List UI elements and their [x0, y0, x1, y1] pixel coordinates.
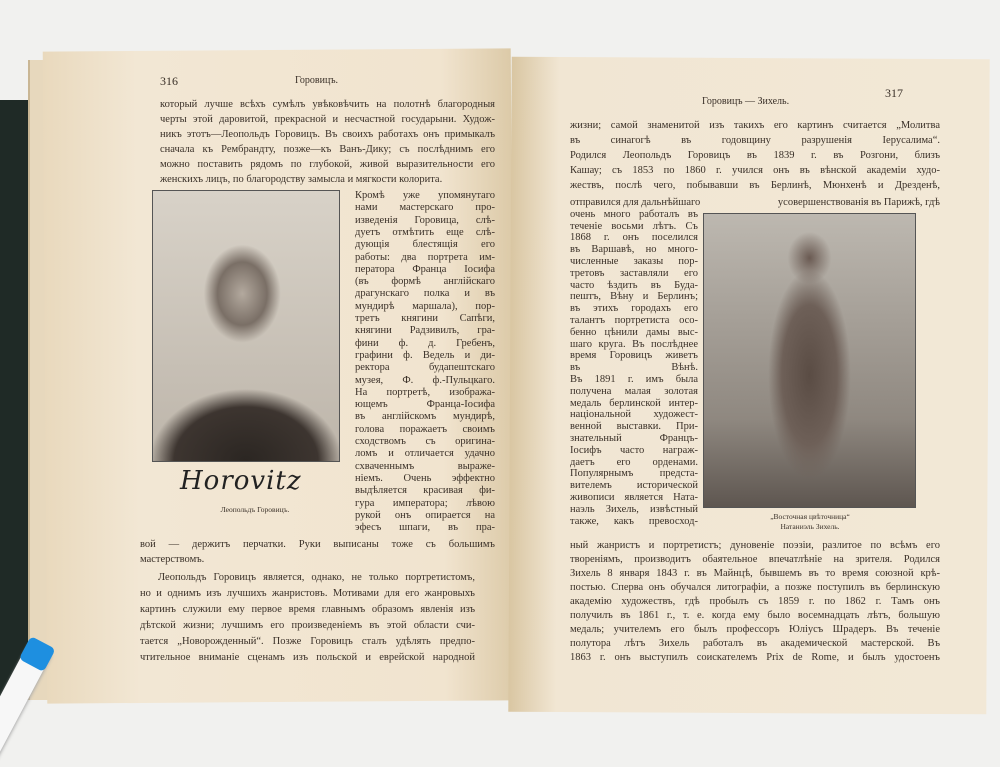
text-line: третовъ заставляли его [570, 267, 698, 279]
text-line: національной художест- [570, 409, 698, 421]
text-line: венной выставки. При- [570, 421, 698, 433]
text-line: эфесъ шпаги, въ пра- [355, 522, 495, 534]
text-line: наэль Зихель, извѣстный [570, 503, 698, 515]
text-line: женскихъ лицъ, по благородству замысла и мягкости колорита. [160, 174, 443, 185]
text-line: въ Вѣнѣ. [570, 362, 698, 374]
text-line: На портретѣ, изобража- [355, 386, 495, 398]
page-number-right: 317 [885, 86, 903, 100]
text-line: голова поражаетъ своимъ [355, 423, 495, 435]
text-line: Іосифъ часто награж- [570, 444, 698, 456]
text-line: Леопольдъ Горовицъ является, однако, не только портретистомъ, [158, 572, 475, 583]
text-line: теченіе восьми лѣтъ. Съ [570, 220, 698, 232]
text-line: получена малая золотая [570, 385, 698, 397]
text-line: Въ 1891 г. имъ была [570, 374, 698, 385]
text-line: талантъ портретиста осо- [570, 315, 698, 326]
text-line: ломъ и отличается удачно [355, 448, 495, 460]
text-line: пештъ, Вѣну и Берлинъ; [570, 291, 698, 303]
text-line: сначала къ Рембрандту, позже—къ Ванъ-Дику; съ послѣднимъ его [160, 144, 495, 155]
text-line: Кромѣ уже упомянутаго [355, 190, 495, 201]
painting-author: Натаниэль Зихель. [780, 522, 840, 531]
text-line: отправился для дальнѣйшаго [570, 197, 701, 208]
text-line: постью. Сперва онъ обучался литографіи, а позже поступилъ въ берлинскую [570, 582, 940, 593]
text-line: полутора лѣтъ Зихель работалъ въ академической мастерской. Въ [570, 638, 940, 649]
painting-caption: „Восточная цвѣточница“ [770, 512, 850, 521]
text-line: мастерствомъ. [140, 554, 205, 565]
text-line: Зихель 8 января 1843 г. въ Майнцѣ, бывшемъ въ то время союзной крѣ- [570, 568, 940, 579]
text-line: мундирѣ маршала), пор- [355, 300, 495, 312]
text-line: вой — держитъ перчатки. Руки выписаны тоже съ большимъ [140, 539, 495, 550]
text-line: въ этихъ городахъ его [570, 303, 698, 315]
text-line: твореніямъ, производитъ обаятельное впечатлѣніе на зрителя. Родился [570, 554, 940, 565]
text-line: ректора будапештскаго [355, 362, 495, 374]
text-line: время Горовицъ живетъ [570, 350, 698, 362]
text-line: черты этой даровитой, прекрасной и несчастной государыни. Худож- [160, 114, 495, 125]
text-line: но и однимъ изъ лучшихъ жанристовъ. Мотивами для его жанровыхъ [140, 588, 475, 599]
text-line: усовершенствованія въ Парижѣ, гдѣ [777, 197, 940, 208]
text-line: рукой онъ опирается на [355, 509, 495, 521]
text-line: медаль; учителемъ его былъ профессоръ Юліусъ Шрадеръ. Въ теченіе [570, 624, 940, 635]
text-line: дующія блестящія его [355, 239, 495, 251]
running-header-left: Горовицъ. [295, 75, 338, 86]
portrait-caption: Леопольдъ Горовицъ. [220, 505, 290, 514]
text-line: живописи является Ната- [570, 492, 698, 503]
text-line: ніемъ. Очень эффектно [355, 472, 495, 484]
text-line: бенно цѣнили дамы выс- [570, 326, 698, 338]
text-line: фини ф. д. Гребенъ, [355, 337, 495, 349]
text-line: въ синагогѣ въ годовщину разрушенія Іерусалима“. [570, 135, 940, 146]
text-line: знательный Францъ- [570, 433, 698, 444]
text-line: медаль берлинской интер- [570, 397, 698, 409]
text-line: ператора Франца Іосифа [355, 263, 495, 275]
text-line: численные заказы пор- [570, 256, 698, 267]
text-line: гура императора; лѣвою [355, 497, 495, 509]
text-line: чтительное вниманіе сценамъ изъ польской и еврейской народной [140, 652, 475, 663]
text-line: вителемъ исторической [570, 480, 698, 492]
text-line: 1863 г. онъ выступилъ соискателемъ Prix de Rome, и былъ удостоенъ [570, 652, 940, 663]
text-line: ющемъ Франца-Іосифа [355, 399, 495, 411]
text-line: жествъ, послѣ чего, побывавши въ Берлинѣ, Мюнхенѣ и Дрезденѣ, [570, 180, 940, 191]
text-line: жизни; самой знаменитой изъ такихъ его картинъ считается „Молитва [570, 120, 940, 131]
portrait-photo [152, 190, 340, 462]
text-line: Кашау; съ 1853 по 1860 г. учился онъ въ вѣнской академіи худо- [570, 165, 940, 176]
painting-reproduction [703, 213, 916, 508]
text-line: Популярнымъ предста- [570, 468, 698, 480]
text-line: тается „Новорожденный“. Позже Горовицъ сталъ удѣлять предпо- [140, 636, 475, 647]
text-line: можно поставить рядомъ по глубокой, живой выразительности его [160, 159, 495, 170]
text-line: работы: два портрета им- [355, 251, 495, 263]
text-line: ный жанристъ и портретистъ; дуновеніе поэзіи, разлитое по всѣмъ его [570, 540, 940, 551]
text-line: изведенія Горовица, слѣ- [355, 214, 495, 226]
text-line: выдѣляется красивая фи- [355, 485, 495, 497]
text-line: академію художествъ, гдѣ пробылъ съ 1859 г. по 1862 г. Тамъ онъ [570, 596, 940, 607]
text-line: также, какъ превосход- [570, 515, 698, 527]
text-line: который лучше всѣхъ сумѣлъ увѣковѣчить на полотнѣ благородныя [160, 99, 495, 110]
text-line: драгунскаго полка и въ [355, 288, 495, 300]
page-number-left: 316 [160, 74, 178, 88]
signature: Horovitz [180, 466, 302, 496]
text-line: нами мастерскаго про- [355, 202, 495, 214]
text-line: схваченнымъ выраже- [355, 460, 495, 472]
text-line: очень много работалъ въ [570, 208, 698, 220]
text-line: графини ф. Ведель и ди- [355, 349, 495, 361]
text-line: дѣтской жизни; лучшимъ его произведеніемъ въ этой области счи- [140, 620, 475, 631]
text-line: сходствомъ съ оригина- [355, 436, 495, 447]
text-line: даетъ его орденами. [570, 456, 698, 468]
text-line: третъ княгини Сапѣги, [355, 313, 495, 324]
text-line: 1868 г. онъ поселился [570, 232, 698, 244]
text-line: Родился Леопольдъ Горовицъ въ 1839 г. въ Розгони, близъ [570, 150, 940, 161]
text-line: музея, Ф. ф.-Пульцкаго. [355, 374, 495, 386]
text-line: никъ этотъ—Леопольдъ Горовицъ. Въ своихъ работахъ онъ примыкалъ [160, 129, 495, 140]
text-line: въ Варшавѣ, но много- [570, 244, 698, 256]
text-line: шаго круга. Въ послѣднее [570, 338, 698, 350]
text-line: часто ѣздить въ Буда- [570, 279, 698, 291]
text-line: въ англійскомъ мундирѣ, [355, 411, 495, 423]
text-line: получилъ въ 1861 г., т. е. когда ему было восемнадцать лѣтъ, большую [570, 610, 940, 621]
running-header-right: Горовицъ — Зихель. [702, 96, 790, 107]
text-line: (въ формѣ англійскаго [355, 276, 495, 288]
text-line: дуетъ отмѣтить еще слѣ- [355, 226, 495, 238]
text-line: картинъ служили ему первое время главнымъ образомъ явленія изъ [140, 604, 475, 615]
text-line: княгини Радзивилъ, гра- [355, 325, 495, 337]
